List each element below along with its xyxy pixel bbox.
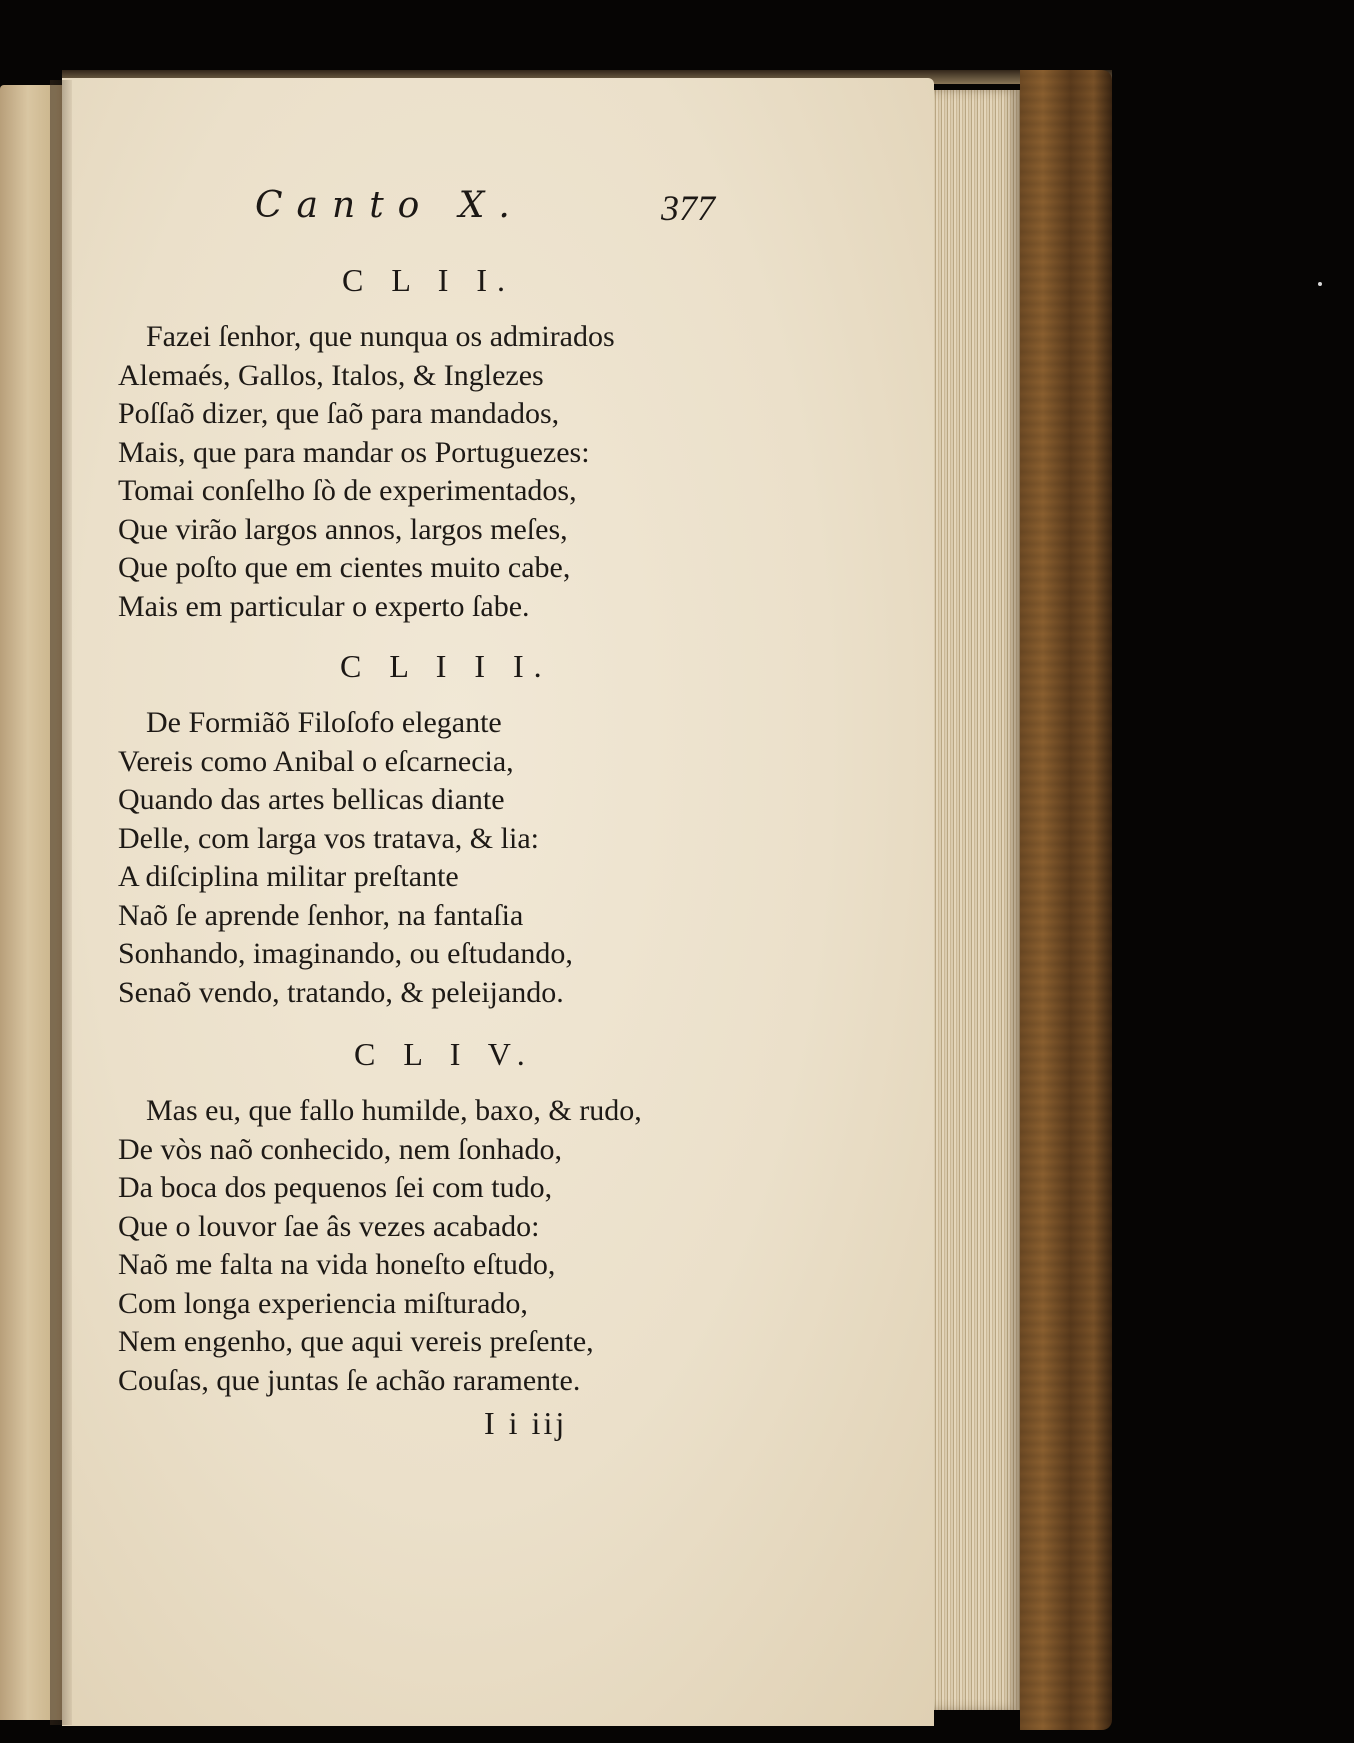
verse-line: Nem engenho, que aqui vereis preſente, xyxy=(118,1325,594,1358)
verse-line: Mas eu, que fallo humilde, baxo, & rudo, xyxy=(146,1094,642,1127)
verse-line: A diſciplina militar preſtante xyxy=(118,860,459,893)
verse-line: Naõ ſe aprende ſenhor, na fantaſia xyxy=(118,898,524,932)
verse-line: Com longa experiencia miſturado, xyxy=(118,1286,528,1320)
book-gutter xyxy=(50,80,72,1725)
verse-line: Senaõ vendo, tratando, & peleijando. xyxy=(118,975,564,1009)
verse-line: Poſſaõ dizer, que ſaõ para mandados, xyxy=(118,397,560,430)
page-number: 377 xyxy=(661,188,715,228)
running-title: Canto X. xyxy=(255,185,524,226)
verse-line: Delle, com larga vos tratava, & lia: xyxy=(118,821,539,855)
page-block-edges xyxy=(930,90,1020,1710)
verse-line: Que o louvor ſae âs vezes acabado: xyxy=(118,1209,540,1243)
verse-line: Vereis como Anibal o eſcarnecia, xyxy=(118,744,514,778)
verse-line: Que poſto que em cientes muito cabe, xyxy=(118,551,571,584)
verse-line: Da boca dos pequenos ſei com tudo, xyxy=(118,1171,553,1204)
verse-line: Mais em particular o experto ſabe. xyxy=(118,589,530,623)
page-header xyxy=(245,185,715,235)
stanza-text xyxy=(118,704,738,1012)
verse-line: Alemaés, Gallos, Italos, & Inglezes xyxy=(118,358,544,392)
stanza-heading: C L I V. xyxy=(354,1036,535,1072)
stanza-heading: C L I I. xyxy=(342,262,516,298)
verse-line: Mais, que para mandar os Portuguezes: xyxy=(118,435,590,469)
verse-line: De vòs naõ conhecido, nem ſonhado, xyxy=(118,1132,563,1166)
verse-line: Fazei ſenhor, que nunqua os admirados xyxy=(146,320,615,353)
verse-line: Quando das artes bellicas diante xyxy=(118,783,505,816)
stanza-heading: C L I I I. xyxy=(340,648,552,684)
verse-line: De Formiãõ Filoſofo elegante xyxy=(146,706,502,739)
verse-line: Tomai conſelho ſò de experimentados, xyxy=(118,474,577,507)
verse-line: Couſas, que juntas ſe achão raramente. xyxy=(118,1363,581,1397)
verse-line: Que virão largos annos, largos meſes, xyxy=(118,512,568,546)
verse-line: Naõ me falta na vida honeſto eſtudo, xyxy=(118,1248,556,1281)
verse-line: Sonhando, imaginando, ou eſtudando, xyxy=(118,937,573,970)
signature-mark: I i iij xyxy=(484,1405,568,1441)
stanza-text xyxy=(118,318,738,626)
stanza-text xyxy=(118,1092,738,1400)
dust-speck xyxy=(1318,282,1322,286)
leather-cover xyxy=(1020,70,1112,1730)
